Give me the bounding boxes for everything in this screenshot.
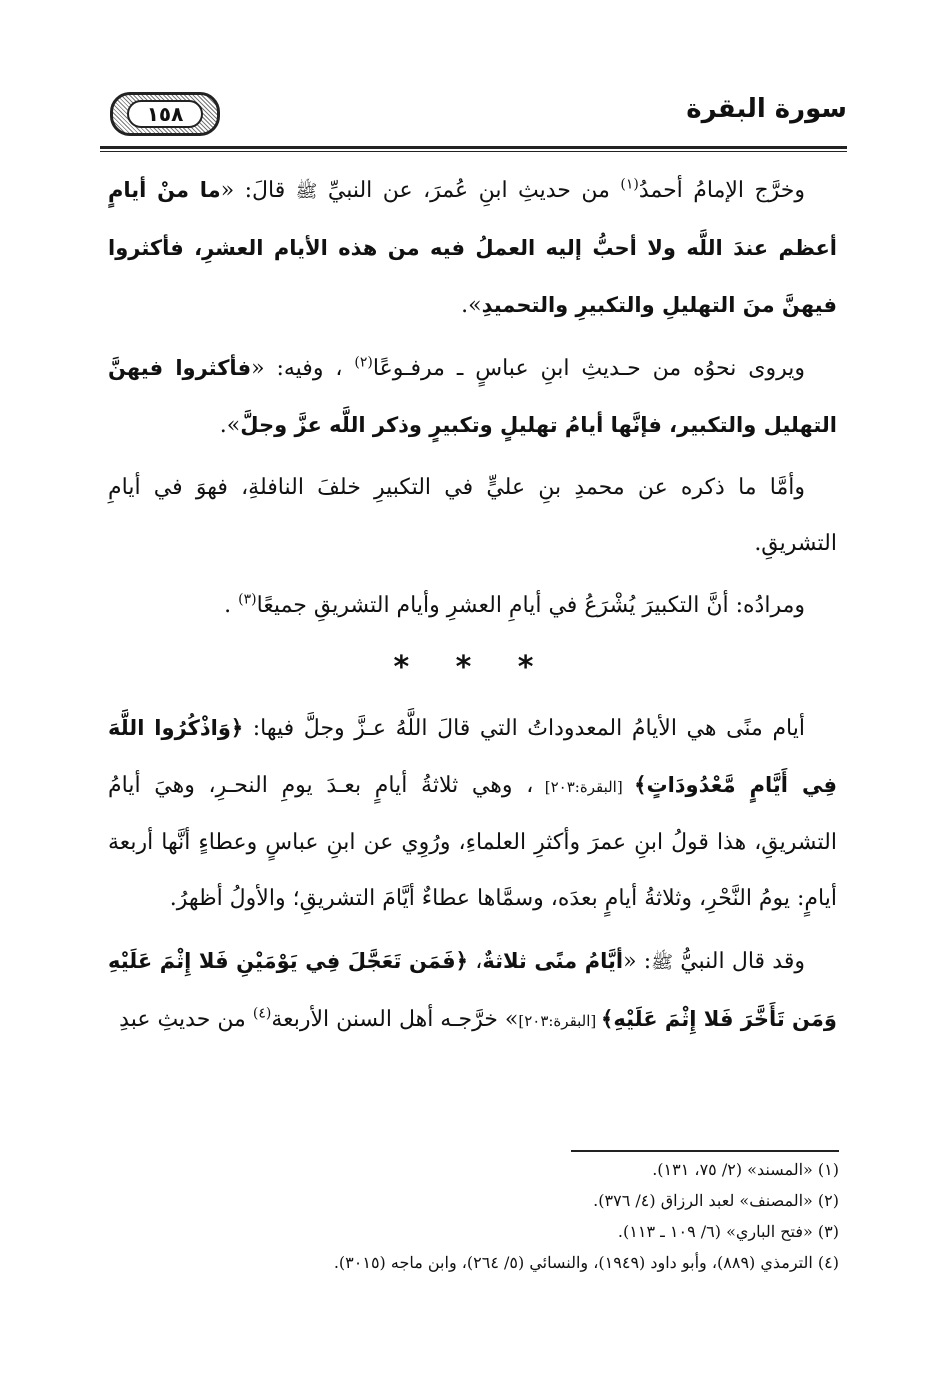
header-rule-thin (100, 151, 847, 152)
text: . (224, 593, 239, 618)
text: ». (219, 413, 241, 438)
page-number-badge (110, 92, 220, 136)
text: من حديثِ عبدِ (119, 1007, 253, 1032)
text: ». (461, 293, 482, 318)
text: قالَ: « (220, 178, 296, 203)
text: وخرَّج الإمامُ أحمدُ (638, 178, 806, 203)
section-separator: * * * (393, 650, 552, 685)
verse-reference: [البقرة:٢٠٣] (533, 778, 635, 796)
footnotes (108, 1154, 839, 1278)
text: ويروى نحوُه من حـديثِ ابنِ عباسٍ ـ مرفـوعًا (372, 356, 805, 381)
text: ، وفيه: « (251, 356, 355, 381)
text: ، وهي ثلاثةُ أيامٍ بعـدَ يومِ النحـرِ، وهيَ أيامُ التشريقِ، هذا قولُ ابنِ عمرَ وأكثرِ العلماءِ، ورُوِي عن ابنِ عباسٍ وعطاءٍ أنَّها أربعة أيامٍ: يومُ النَّحْرِ، وثلاثةُ أيامٍ بعدَه، وسمَّاها عطاءٌ أيَّامَ التشريقِ؛ والأولُ أظهرُ. (108, 773, 837, 911)
footnote-ref-1[interactable]: (١) (620, 176, 639, 193)
paragraph-6 (108, 933, 837, 1049)
footnote-rule (571, 1150, 839, 1152)
text: من حديثِ ابنِ عُمرَ، عن النبيِّ (317, 178, 621, 203)
paragraph-2 (108, 340, 837, 454)
text: ، (467, 949, 483, 974)
footnote-2: (٢) «المصنف» لعبد الرزاق (٤/ ٣٧٦). (593, 1191, 839, 1210)
text: وأمَّا ما ذكره عن محمدِ بنِ عليٍّ في التكبيرِ خلفَ النافلةِ، فهوَ في أيامِ التشريقِ. (108, 475, 837, 556)
paragraph-3 (108, 460, 837, 572)
page-number: ١٥٨ (127, 100, 203, 128)
text: » خرَّجـه أهل السنن الأربعة (271, 1007, 519, 1032)
text: أيام منًى هي الأيامُ المعدوداتُ التي قالَ اللَّهُ عـزَّ وجلَّ فيها: (243, 716, 805, 741)
quran-verse: ﴿فَمَن تَعَجَّلَ فِي يَوْمَيْنِ فَلا إِثْمَ عَلَيْهِ وَمَن تَأَخَّرَ فَلا إِثْمَ عَلَيْهِ﴾ (108, 949, 837, 1031)
verse-reference: [البقرة:٢٠٣] (518, 1012, 602, 1030)
paragraph-1 (108, 162, 837, 334)
text: ومرادُه: أنَّ التكبيرَ يُشْرَعُ في أيامِ العشرِ وأيام التشريقِ جميعًا (256, 593, 805, 618)
footnote-ref-2[interactable]: (٢) (354, 354, 373, 371)
text: وقد قال النبيُّ (672, 949, 805, 974)
salawat-symbol: ﷺ (295, 181, 318, 202)
salawat-symbol: ﷺ (651, 952, 673, 973)
quran-verse: ﴿وَاذْكُرُوا اللَّهَ فِي أَيَّامٍ مَّعْدُودَاتٍ﴾ (108, 716, 837, 797)
footnote-ref-3[interactable]: (٣) (238, 591, 257, 608)
page-header (100, 88, 847, 142)
footnote-3: (٣) «فتح الباري» (٦/ ١٠٩ ـ ١١٣). (617, 1222, 839, 1241)
footnote-ref-4[interactable]: (٤) (252, 1005, 272, 1022)
paragraph-4 (108, 578, 837, 634)
hadith-text: فأكثروا فيهنَّ التهليل والتكبير، فإنَّها أيامُ تهليلٍ وتكبيرٍ وذكر اللَّه عزَّ وجلَّ (108, 356, 837, 437)
main-text (108, 162, 837, 1055)
footnote-4: (٤) الترمذي (٨٨٩)، وأبو داود (١٩٤٩)، والنسائي (٥/ ٢٦٤)، وابن ماجه (٣٠١٥). (333, 1253, 839, 1272)
header-rule (100, 146, 847, 149)
footnote-1: (١) «المسند» (٢/ ٧٥، ١٣١). (652, 1160, 839, 1179)
text: : « (623, 949, 652, 974)
surah-title: سورة البقرة (686, 94, 847, 124)
paragraph-5 (108, 700, 837, 927)
hadith-text: ما منْ أيامٍ أعظم عندَ اللَّه ولا أحبُّ إليه العملُ فيه من هذه الأيام العشرِ، فأكثروا فيهنَّ منَ التهليلِ والتكبيرِ والتحميدِ (108, 178, 837, 317)
hadith-text: أيَّامُ منًى ثلاثةٌ (482, 949, 624, 973)
